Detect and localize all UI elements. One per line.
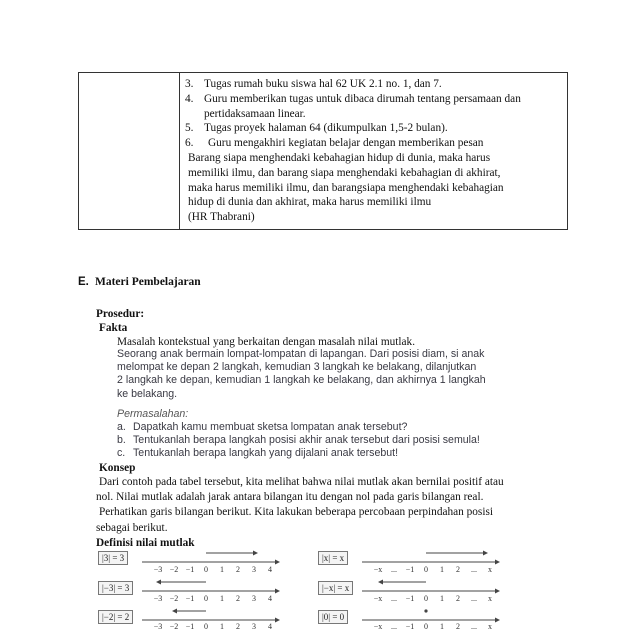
story-line: melompat ke depan 2 langkah, kemudian 3 langkah ke belakang, dilanjutkan (117, 361, 477, 374)
abs-badge: |0| = 0 (318, 610, 348, 624)
konsep-line: sebagai berikut. (96, 521, 168, 534)
tick-label: −1 (405, 565, 415, 574)
konsep-line: Dari contoh pada tabel tersebut, kita melihat bahwa nilai mutlak akan bernilai positif atau (99, 476, 504, 488)
tick-label: −1 (185, 565, 195, 574)
konsep-line: Perhatikan garis bilangan berikut. Kita lakukan beberapa percobaan perpindahan posisi (99, 506, 493, 519)
tick-label: −3 (153, 594, 163, 603)
quote-line: memiliki ilmu, dan barang siapa menghendaki kebahagian di akhirat, (188, 166, 501, 179)
abs-badge: |3| = 3 (98, 551, 128, 565)
number-line-graphics-right (318, 548, 508, 630)
quote-line: maka harus memiliki ilmu, dan barangsiapa menghendaki kebahagian (188, 181, 504, 194)
tick-label: 1 (440, 594, 444, 603)
section-heading (78, 276, 201, 288)
list-item (185, 121, 565, 136)
quote-line: Barang siapa menghendaki kebahagian hidup di dunia, maka harus (188, 151, 491, 164)
list-text (204, 92, 565, 122)
question-text: Tentukanlah berapa langkah posisi akhir anak tersebut dari posisi semula! (133, 434, 480, 447)
tick-label: −x (373, 622, 383, 630)
tick-label: x (488, 594, 492, 603)
tick-label: 2 (456, 594, 460, 603)
axis-arrow (495, 618, 500, 623)
list-item (185, 136, 565, 151)
konsep-text (96, 475, 561, 536)
table-right-cell (185, 77, 565, 225)
tick-label: −x (373, 565, 383, 574)
closing-quote (185, 151, 565, 225)
konsep-line: nol. Nilai mutlak adalah jarak antara bilangan itu dengan nol pada garis bilangan real. (96, 491, 484, 504)
number-lines-left (98, 548, 288, 628)
tick-label: 3 (252, 565, 256, 574)
abs-badge: |−2| = 2 (98, 610, 133, 624)
question-item (117, 434, 562, 447)
activity-table (78, 72, 568, 230)
tick-label: 2 (236, 622, 240, 630)
tick-label: 2 (456, 565, 460, 574)
tick-label: 0 (204, 622, 208, 630)
tick-label: 3 (252, 622, 256, 630)
tick-label: ... (391, 622, 397, 630)
tick-label: 4 (268, 594, 272, 603)
list-number: 5. (185, 122, 194, 135)
story-block (117, 348, 562, 461)
tick-label: −3 (153, 565, 163, 574)
prosedur-heading: Prosedur: (96, 308, 145, 320)
axis-arrow (275, 560, 280, 565)
tick-label: −2 (169, 565, 179, 574)
number-line-graphics-left (98, 548, 288, 630)
abs-badge: |x| = x (318, 551, 348, 565)
number-lines-right (318, 548, 508, 628)
tick-label: ... (471, 594, 477, 603)
arrow-head (483, 551, 488, 556)
tick-label: ... (391, 565, 397, 574)
axis-arrow (495, 560, 500, 565)
tick-label: x (488, 565, 492, 574)
quote-line: hidup di dunia dan akhirat, maka harus memiliki ilmu (188, 196, 432, 209)
tick-label: −1 (185, 622, 195, 630)
question-text: Dapatkah kamu membuat sketsa lompatan anak tersebut? (133, 421, 408, 434)
zero-point (424, 609, 427, 612)
list-number: 4. (185, 92, 194, 105)
tick-label: ... (391, 594, 397, 603)
tick-label: −1 (405, 594, 415, 603)
story-line: ke belakang. (117, 387, 178, 400)
tick-label: −3 (153, 622, 163, 630)
tick-label: −2 (169, 622, 179, 630)
tick-label: 1 (220, 565, 224, 574)
tick-label: −1 (185, 594, 195, 603)
definisi-heading: Definisi nilai mutlak (96, 537, 195, 549)
tick-label: 4 (268, 622, 272, 630)
konsep-heading: Konsep (99, 462, 136, 474)
section-title: Materi Pembelajaran (95, 276, 201, 288)
tick-label: 0 (204, 565, 208, 574)
table-column-divider (179, 73, 180, 229)
tick-label: 2 (456, 622, 460, 630)
list-text: Tugas proyek halaman 64 (dikumpulkan 1,5-2 bulan). (204, 122, 448, 135)
story-line: 2 langkah ke depan, kemudian 1 langkah ke belakang, dan akhirnya 1 langkah (117, 374, 486, 387)
tick-label: 0 (424, 565, 428, 574)
question-item (117, 447, 562, 460)
list-text-line: Guru memberikan tugas untuk dibaca dirumah tentang persamaan dan (204, 92, 521, 105)
tick-label: 1 (440, 622, 444, 630)
list-item (185, 77, 565, 92)
list-text-continuation: pertidaksamaan linear. (204, 107, 306, 120)
question-item (117, 421, 562, 434)
tick-label: 0 (424, 622, 428, 630)
arrow-head (253, 551, 258, 556)
tick-label: 4 (268, 565, 272, 574)
list-text: Guru mengakhiri kegiatan belajar dengan memberikan pesan (208, 137, 484, 150)
list-number: 3. (185, 78, 194, 90)
axis-arrow (275, 589, 280, 594)
section-letter: E. (78, 276, 89, 288)
question-letter: c. (117, 447, 126, 460)
tick-label: 2 (236, 594, 240, 603)
story-line: Seorang anak bermain lompat-lompatan di lapangan. Dari posisi diam, si anak (117, 348, 485, 360)
fakta-heading: Fakta (99, 322, 128, 334)
axis-arrow (495, 589, 500, 594)
list-item (185, 92, 565, 122)
tick-label: ... (471, 565, 477, 574)
permasalahan-label: Permasalahan: (117, 407, 189, 420)
quote-source: (HR Thabrani) (188, 211, 255, 224)
tick-label: −1 (405, 622, 415, 630)
list-text: Tugas rumah buku siswa hal 62 UK 2.1 no. 1, dan 7. (204, 78, 442, 90)
question-letter: a. (117, 421, 126, 434)
tick-label: ... (471, 622, 477, 630)
arrow-head (172, 609, 177, 614)
abs-badge: |−3| = 3 (98, 581, 133, 595)
tick-label: 0 (424, 594, 428, 603)
abs-badge: |−x| = x (318, 581, 353, 595)
tick-label: x (488, 622, 492, 630)
fakta-text: Masalah kontekstual yang berkaitan dengan masalah nilai mutlak. (117, 336, 416, 348)
question-letter: b. (117, 434, 126, 447)
arrow-head (378, 580, 383, 585)
tick-label: −2 (169, 594, 179, 603)
tick-label: 1 (220, 622, 224, 630)
tick-label: 2 (236, 565, 240, 574)
question-text: Tentukanlah berapa langkah yang dijalani anak tersebut! (133, 447, 399, 460)
tick-label: 1 (220, 594, 224, 603)
tick-label: 3 (252, 594, 256, 603)
axis-arrow (275, 618, 280, 623)
tick-label: 1 (440, 565, 444, 574)
tick-label: −x (373, 594, 383, 603)
arrow-head (156, 580, 161, 585)
list-number: 6. (185, 137, 194, 150)
tick-label: 0 (204, 594, 208, 603)
